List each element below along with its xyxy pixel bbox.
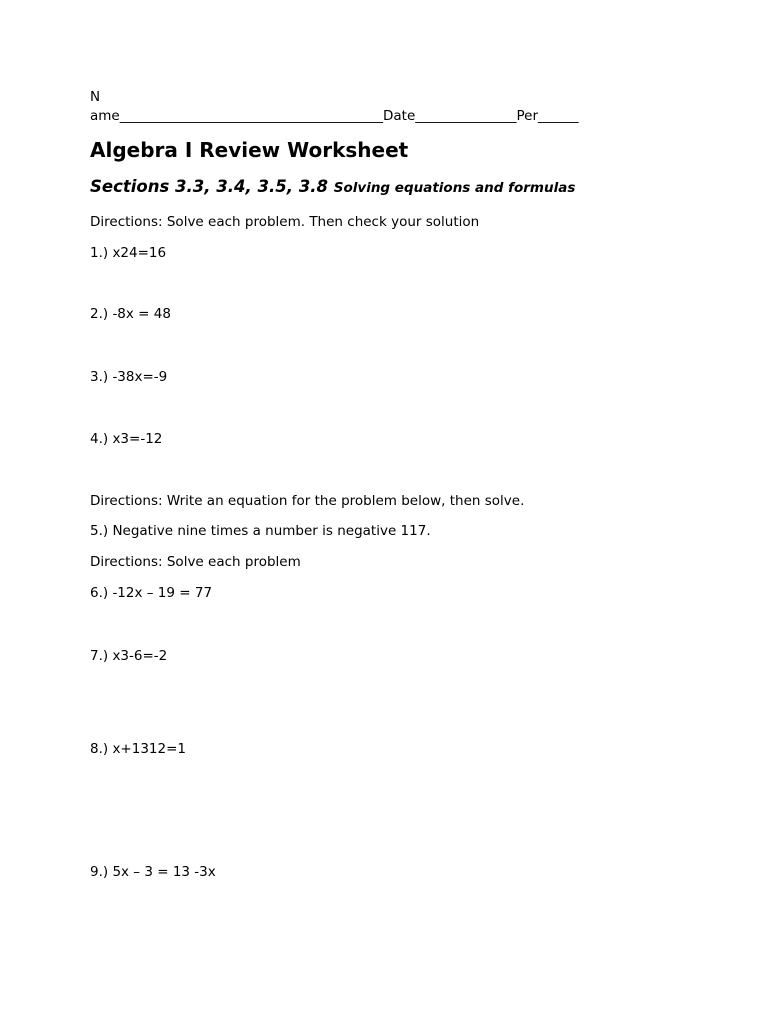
- problem-3: 3.) -38x=-9: [90, 369, 168, 385]
- name-label-first-letter: N: [90, 89, 101, 105]
- problem-2: 2.) -8x = 48: [90, 306, 171, 322]
- worksheet-title: Algebra I Review Worksheet: [90, 138, 409, 162]
- problem-8: 8.) x+1312=1: [90, 741, 186, 757]
- directions-1: Directions: Solve each problem. Then check your solution: [90, 214, 480, 230]
- sections-heading: [90, 179, 575, 196]
- problem-9: 9.) 5x – 3 = 13 -3x: [90, 864, 216, 880]
- directions-3: Directions: Solve each problem: [90, 554, 301, 570]
- sections-subtitle: Solving equations and formulas: [333, 180, 576, 196]
- name-date-period-line: ame_______________________________________Date_______________Per______: [90, 108, 579, 124]
- problem-1: 1.) x24=16: [90, 245, 167, 261]
- problem-6: 6.) -12x – 19 = 77: [90, 585, 213, 601]
- problem-4: 4.) x3=-12: [90, 431, 163, 447]
- problem-7: 7.) x3-6=-2: [90, 648, 168, 664]
- problem-5: 5.) Negative nine times a number is negative 117.: [90, 523, 431, 539]
- sections-numbers: Sections 3.3, 3.4, 3.5, 3.8: [90, 177, 329, 196]
- directions-2: Directions: Write an equation for the problem below, then solve.: [90, 493, 525, 509]
